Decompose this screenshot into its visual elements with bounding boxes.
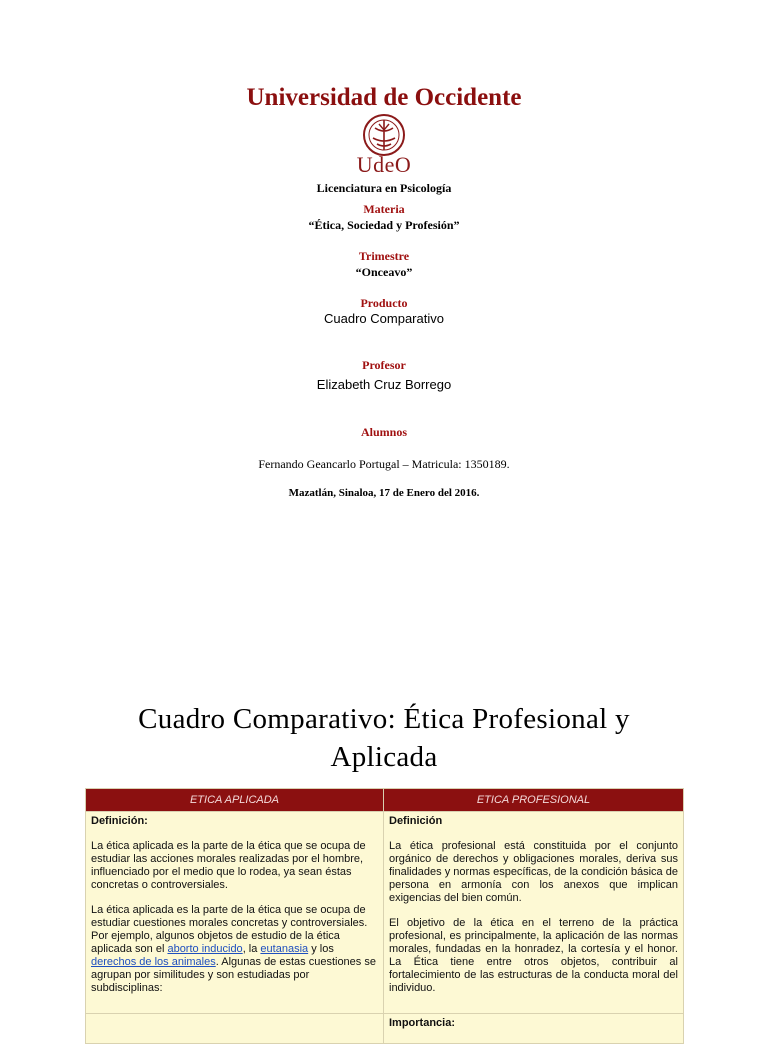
column-header-etica-aplicada: ETICA APLICADA xyxy=(86,789,384,812)
place-date: Mazatlán, Sinaloa, 17 de Enero del 2016. xyxy=(288,487,480,499)
cell-etica-aplicada-empty xyxy=(86,1014,384,1044)
importance-label: Importancia: xyxy=(389,1017,456,1029)
materia-value: “Ética, Sociedad y Profesión” xyxy=(308,218,460,232)
table-row xyxy=(86,1014,684,1044)
paragraph: La ética profesional está constituida por el conjunto orgánico de derechos y obligaciones morales, deriva sus finalidades y normas específicas, de la condición básica de persona en armonía con los anexos que implican exigencias del bien común. xyxy=(389,840,678,904)
link-eutanasia[interactable]: eutanasia xyxy=(260,943,309,955)
university-title: Universidad de Occidente xyxy=(246,84,522,111)
table-row xyxy=(86,812,684,1014)
page-title xyxy=(0,700,768,776)
text-segment: , la xyxy=(242,943,261,955)
paragraph-with-links xyxy=(91,904,378,995)
text-segment: . Algunas de estas cuestiones se agrupan por similitudes y son estudiadas por subdisciplinas: xyxy=(91,956,376,994)
producto-value: Cuadro Comparativo xyxy=(324,311,444,326)
page-title-line-1: Cuadro Comparativo: Ética Profesional y xyxy=(138,703,630,735)
cell-etica-profesional-importancia xyxy=(384,1014,684,1044)
text-segment: La ética aplicada es la parte de la ética que se ocupa de estudiar cuestiones morales concretas y controversiales. Por ejemplo, algunos objetos de estudio de la ética aplicada son el xyxy=(91,904,368,955)
comparison-table xyxy=(85,788,684,1044)
cell-etica-aplicada-definicion xyxy=(86,812,384,1014)
degree-name: Licenciatura en Psicología xyxy=(316,181,452,195)
table-header-row xyxy=(86,789,684,812)
materia-label: Materia xyxy=(363,202,405,216)
cell-etica-profesional-definicion xyxy=(384,812,684,1014)
text-segment: y los xyxy=(308,943,334,955)
trimestre-value: “Onceavo” xyxy=(355,265,413,279)
paragraph: El objetivo de la ética en el terreno de la práctica profesional, es principalmente, la aplicación de las normas morales, fundadas en la honradez, la cortesía y el honor. La Ética tiene entre otros objetos, contribuir al fortalecimiento de las estructuras de la conducta moral del individuo. xyxy=(389,917,678,994)
trimestre-label: Trimestre xyxy=(358,249,410,263)
logo-wordmark: UdeO xyxy=(356,152,412,177)
profesor-value: Elizabeth Cruz Borrego xyxy=(316,377,452,392)
link-derechos-animales[interactable]: derechos de los animales xyxy=(91,956,216,968)
link-aborto-inducido[interactable]: aborto inducido xyxy=(167,943,243,955)
definition-label: Definición xyxy=(389,815,443,827)
profesor-label: Profesor xyxy=(362,358,406,372)
paragraph: La ética aplicada es la parte de la ética que se ocupa de estudiar las acciones morales realizadas por el hombre, influenciado por el medio que lo rodea, ya sean éstas concretas o controversiales. xyxy=(91,840,366,891)
alumnos-label: Alumnos xyxy=(360,425,407,439)
page-title-line-2: Aplicada xyxy=(330,741,438,773)
column-header-etica-profesional: ETICA PROFESIONAL xyxy=(384,789,684,812)
producto-label: Producto xyxy=(360,296,408,310)
definition-label: Definición: xyxy=(91,815,148,827)
alumnos-value: Fernando Geancarlo Portugal – Matricula: 1350189. xyxy=(258,457,510,471)
